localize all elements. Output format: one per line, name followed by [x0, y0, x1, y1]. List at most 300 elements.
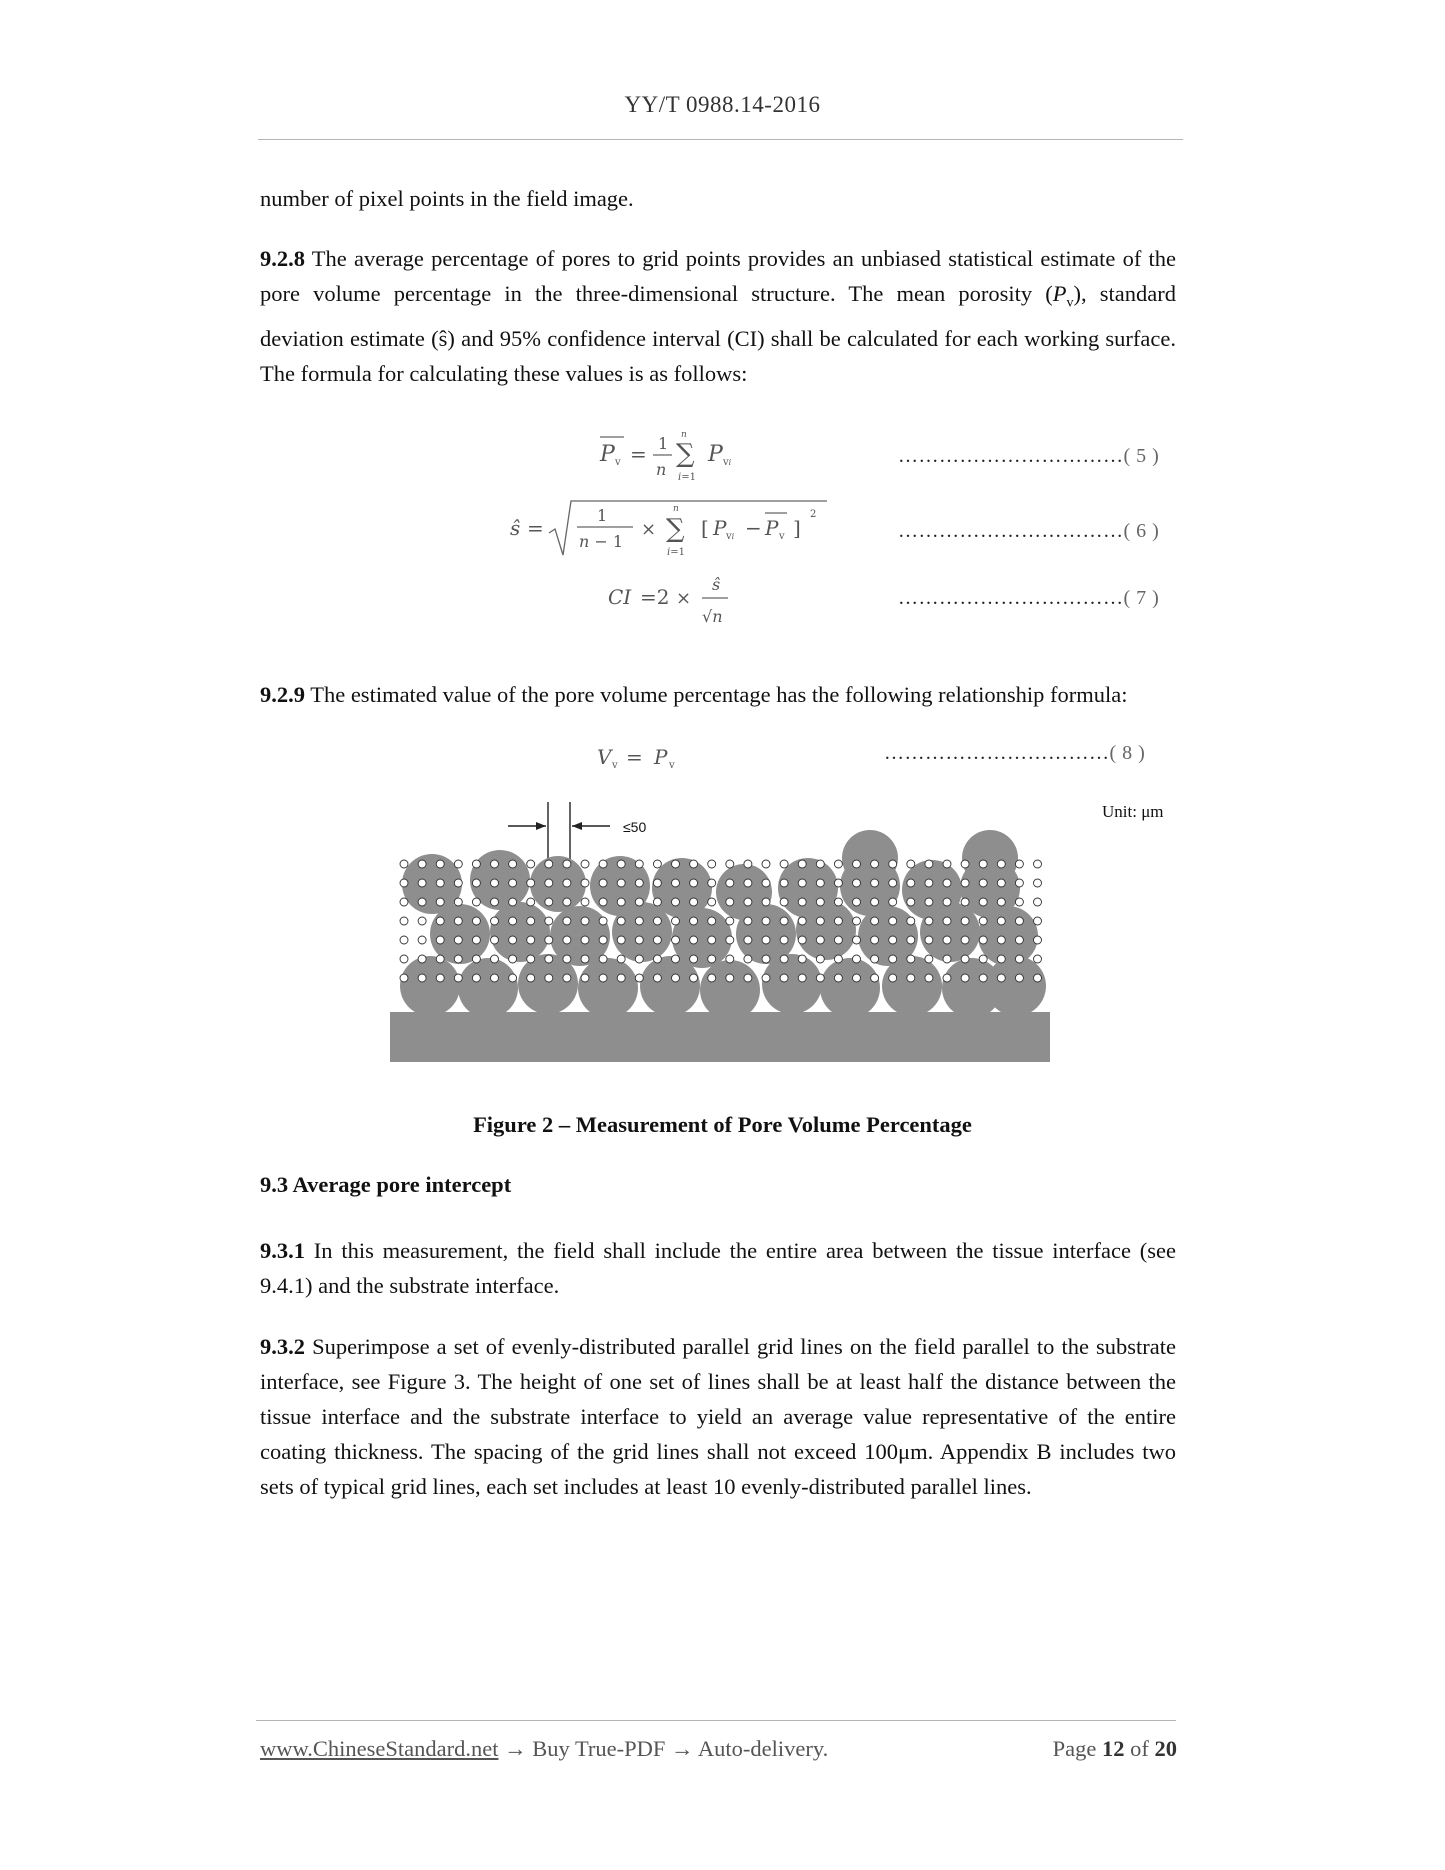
- svg-text:×: ×: [676, 588, 692, 609]
- grid-point: [762, 955, 770, 963]
- grid-point: [871, 898, 879, 906]
- grid-point: [889, 860, 897, 868]
- grid-point: [816, 936, 824, 944]
- dimension-label: ≤50: [623, 819, 647, 835]
- grid-point: [400, 974, 408, 982]
- grid-point: [581, 974, 589, 982]
- grid-point: [762, 879, 770, 887]
- grid-point: [708, 955, 716, 963]
- grid-point: [726, 917, 734, 925]
- grid-point: [907, 860, 915, 868]
- grid-point: [545, 898, 553, 906]
- grid-point: [834, 879, 842, 887]
- grid-point: [599, 936, 607, 944]
- grid-point: [943, 917, 951, 925]
- grid-point: [509, 974, 517, 982]
- grid-point: [762, 974, 770, 982]
- grid-point: [545, 974, 553, 982]
- grid-point: [889, 974, 897, 982]
- grid-point: [816, 955, 824, 963]
- grid-point: [997, 917, 1005, 925]
- grid-point: [925, 879, 933, 887]
- grid-point: [635, 936, 643, 944]
- grid-point: [834, 917, 842, 925]
- grid-point: [780, 917, 788, 925]
- grid-point: [635, 974, 643, 982]
- grid-point: [1015, 955, 1023, 963]
- grid-point: [708, 898, 716, 906]
- grid-point: [491, 974, 499, 982]
- grid-point: [454, 879, 462, 887]
- grid-point: [509, 898, 517, 906]
- grid-point: [581, 879, 589, 887]
- grid-point: [925, 917, 933, 925]
- grid-point: [509, 917, 517, 925]
- grid-point: [436, 917, 444, 925]
- grid-point: [834, 974, 842, 982]
- svg-text:=: =: [527, 516, 544, 540]
- grid-point: [925, 955, 933, 963]
- grid-point: [635, 879, 643, 887]
- grid-point: [997, 860, 1005, 868]
- svg-text:vi: vi: [723, 457, 732, 468]
- grid-point: [925, 860, 933, 868]
- grid-point: [708, 879, 716, 887]
- grid-point: [672, 955, 680, 963]
- grid-point: [961, 955, 969, 963]
- document-header: YY/T 0988.14-2016: [624, 92, 821, 117]
- grid-point: [418, 898, 426, 906]
- grid-point: [961, 898, 969, 906]
- svg-text:n: n: [656, 460, 667, 479]
- grid-point: [635, 955, 643, 963]
- grid-point: [816, 860, 824, 868]
- grid-point: [690, 974, 698, 982]
- grid-point: [653, 955, 661, 963]
- svg-text:P: P: [765, 516, 779, 540]
- grid-point: [599, 879, 607, 887]
- paragraph-9-3-2: 9.3.2 Superimpose a set of evenly-distributed parallel grid lines on the field parallel to the substrate interface, see Figure 3. The height of one set of lines shall be at least half the distance between the tissue interface and the substrate interface to yield an average value representative of the entire coating thickness. The spacing of the grid lines shall not exceed 100μm. Appendix B includes two sets of typical grid lines, each set includes at least 10 evenly-distributed parallel lines.: [260, 1334, 1176, 1499]
- grid-point: [400, 898, 408, 906]
- grid-point: [491, 860, 499, 868]
- grid-point: [853, 974, 861, 982]
- svg-text:∑: ∑: [676, 439, 695, 469]
- grid-point: [1015, 898, 1023, 906]
- grid-point: [690, 879, 698, 887]
- clause-number: 9.2.8: [260, 246, 305, 271]
- grid-point: [744, 898, 752, 906]
- equation-6-number: ……………………………( 6 ): [898, 520, 1160, 542]
- coating-particles: [400, 830, 1046, 1020]
- grid-point: [418, 955, 426, 963]
- grid-point: [979, 898, 987, 906]
- paragraph-9-3-1: 9.3.1 In this measurement, the field shall include the entire area between the tissue interface (see 9.4.1) and the substrate interface.: [260, 1238, 1176, 1298]
- grid-point: [979, 879, 987, 887]
- grid-point: [581, 955, 589, 963]
- grid-point: [979, 955, 987, 963]
- grid-point: [545, 936, 553, 944]
- grid-point: [853, 879, 861, 887]
- grid-point: [1015, 860, 1023, 868]
- svg-text:=: =: [626, 745, 643, 769]
- grid-point: [672, 917, 680, 925]
- equation-8-number: ……………………………( 8 ): [884, 742, 1146, 764]
- grid-point: [527, 898, 535, 906]
- grid-point: [400, 860, 408, 868]
- grid-point: [418, 860, 426, 868]
- grid-point: [961, 917, 969, 925]
- svg-text:n: n: [673, 504, 679, 514]
- grid-point: [1034, 898, 1042, 906]
- grid-point: [617, 955, 625, 963]
- grid-point: [690, 936, 698, 944]
- grid-point: [617, 898, 625, 906]
- substrate: [390, 1012, 1050, 1062]
- grid-point: [1034, 860, 1042, 868]
- grid-point: [527, 860, 535, 868]
- grid-point: [454, 898, 462, 906]
- grid-point: [1034, 936, 1042, 944]
- grid-point: [871, 936, 879, 944]
- grid-point: [436, 955, 444, 963]
- grid-point: [798, 898, 806, 906]
- grid-point: [816, 974, 824, 982]
- grid-point: [690, 860, 698, 868]
- grid-point: [454, 936, 462, 944]
- grid-point: [491, 879, 499, 887]
- grid-point: [744, 879, 752, 887]
- intro-fragment: number of pixel points in the field image.: [260, 186, 634, 211]
- svg-text:CI: CI: [608, 585, 632, 609]
- grid-point: [472, 955, 480, 963]
- grid-point: [653, 917, 661, 925]
- website-link[interactable]: www.ChineseStandard.net: [260, 1736, 499, 1761]
- grid-point: [997, 955, 1005, 963]
- grid-point: [708, 974, 716, 982]
- grid-point: [581, 860, 589, 868]
- grid-point: [527, 974, 535, 982]
- grid-point: [545, 860, 553, 868]
- grid-point: [744, 974, 752, 982]
- figure-unit-label: Unit: μm: [1102, 802, 1164, 821]
- grid-point: [871, 879, 879, 887]
- equation-8-formula: [592, 736, 712, 776]
- svg-text:v: v: [779, 531, 785, 542]
- grid-point: [563, 860, 571, 868]
- grid-point: [798, 936, 806, 944]
- grid-point: [889, 917, 897, 925]
- grid-point: [472, 879, 480, 887]
- grid-point: [509, 879, 517, 887]
- grid-point: [907, 898, 915, 906]
- svg-text:ŝ: ŝ: [712, 575, 721, 594]
- grid-point: [454, 955, 462, 963]
- grid-point: [744, 860, 752, 868]
- grid-point: [798, 879, 806, 887]
- grid-point: [617, 879, 625, 887]
- grid-point: [834, 955, 842, 963]
- grid-point: [635, 898, 643, 906]
- svg-text:]: ]: [793, 516, 801, 540]
- grid-point: [581, 898, 589, 906]
- grid-point: [472, 974, 480, 982]
- grid-point: [436, 974, 444, 982]
- grid-point: [943, 936, 951, 944]
- grid-point: [798, 860, 806, 868]
- grid-point: [780, 936, 788, 944]
- grid-point: [563, 936, 571, 944]
- svg-text:1: 1: [597, 506, 608, 525]
- grid-point: [762, 936, 770, 944]
- grid-point: [726, 860, 734, 868]
- grid-point: [672, 936, 680, 944]
- grid-point: [653, 860, 661, 868]
- grid-point: [780, 860, 788, 868]
- grid-point: [961, 879, 969, 887]
- grid-point: [943, 860, 951, 868]
- svg-text:n − 1: n − 1: [579, 532, 624, 551]
- grid-point: [690, 898, 698, 906]
- grid-point: [762, 917, 770, 925]
- equation-7-formula: [598, 568, 758, 640]
- grid-point: [527, 917, 535, 925]
- svg-text:2: 2: [810, 509, 817, 520]
- grid-point: [1015, 974, 1023, 982]
- grid-point: [436, 936, 444, 944]
- grid-point: [617, 974, 625, 982]
- svg-text:=2: =2: [640, 585, 670, 609]
- grid-point: [744, 917, 752, 925]
- grid-point: [834, 898, 842, 906]
- grid-point: [726, 936, 734, 944]
- grid-point: [997, 974, 1005, 982]
- grid-point: [997, 879, 1005, 887]
- grid-point: [653, 898, 661, 906]
- svg-text:V: V: [597, 745, 612, 769]
- total-pages: 20: [1154, 1736, 1177, 1761]
- grid-point: [563, 898, 571, 906]
- clause-number: 9.3.2: [260, 1334, 305, 1359]
- grid-point: [454, 860, 462, 868]
- grid-point: [979, 917, 987, 925]
- svg-text:P: P: [708, 442, 723, 467]
- grid-point: [472, 860, 480, 868]
- grid-point: [563, 917, 571, 925]
- svg-text:v: v: [615, 457, 621, 468]
- grid-point: [979, 974, 987, 982]
- grid-point: [961, 860, 969, 868]
- svg-text:P: P: [654, 745, 668, 769]
- grid-point: [907, 879, 915, 887]
- equation-7-number: ……………………………( 7 ): [898, 587, 1160, 609]
- grid-point: [816, 917, 824, 925]
- grid-point: [907, 917, 915, 925]
- grid-point: [436, 879, 444, 887]
- grid-point: [871, 955, 879, 963]
- grid-point: [925, 936, 933, 944]
- svg-text:=: =: [630, 442, 647, 466]
- grid-point: [1015, 879, 1023, 887]
- grid-point: [418, 974, 426, 982]
- equation-5-formula: [580, 425, 780, 495]
- grid-point: [599, 898, 607, 906]
- grid-point: [979, 860, 987, 868]
- grid-point: [943, 879, 951, 887]
- svg-text:v: v: [669, 760, 675, 771]
- grid-point: [943, 898, 951, 906]
- grid-point: [925, 974, 933, 982]
- svg-text:∑: ∑: [666, 514, 685, 544]
- grid-point: [798, 955, 806, 963]
- grid-point: [907, 974, 915, 982]
- grid-point: [400, 917, 408, 925]
- grid-point: [472, 898, 480, 906]
- grid-point: [635, 917, 643, 925]
- grid-point: [599, 917, 607, 925]
- grid-point: [871, 860, 879, 868]
- grid-point: [762, 860, 770, 868]
- grid-point: [581, 936, 589, 944]
- grid-point: [907, 936, 915, 944]
- svg-text:i=1: i=1: [678, 472, 696, 483]
- grid-point: [708, 860, 716, 868]
- grid-point: [527, 936, 535, 944]
- page-indicator: Page 12 of 20: [1052, 1736, 1177, 1761]
- grid-point: [563, 879, 571, 887]
- grid-point: [436, 898, 444, 906]
- grid-point: [418, 936, 426, 944]
- header-rule: [258, 139, 1183, 140]
- grid-point: [400, 955, 408, 963]
- grid-point: [798, 917, 806, 925]
- svg-text:×: ×: [641, 519, 657, 540]
- footer-promo: www.ChineseStandard.net → Buy True-PDF → Auto-delivery.: [260, 1736, 829, 1761]
- grid-point: [943, 955, 951, 963]
- grid-point: [690, 955, 698, 963]
- grid-point: [889, 936, 897, 944]
- grid-point: [979, 936, 987, 944]
- grid-point: [943, 974, 951, 982]
- svg-text:v: v: [612, 760, 618, 771]
- grid-point: [672, 898, 680, 906]
- grid-point: [672, 974, 680, 982]
- grid-point: [491, 955, 499, 963]
- grid-point: [726, 974, 734, 982]
- grid-point: [418, 879, 426, 887]
- section-heading-9-3: 9.3 Average pore intercept: [260, 1172, 512, 1197]
- grid-point: [1015, 917, 1023, 925]
- svg-text:−: −: [745, 516, 762, 540]
- grid-point: [853, 917, 861, 925]
- grid-point: [635, 860, 643, 868]
- svg-text:ŝ: ŝ: [510, 516, 521, 540]
- dimension-marker: [508, 802, 646, 860]
- grid-point: [545, 955, 553, 963]
- svg-text:i=1: i=1: [667, 547, 685, 558]
- grid-point: [816, 898, 824, 906]
- grid-point: [798, 974, 806, 982]
- grid-point: [690, 917, 698, 925]
- svg-text:[: [: [701, 516, 709, 540]
- grid-point: [744, 955, 752, 963]
- page-number: 12: [1102, 1736, 1125, 1761]
- grid-point: [617, 936, 625, 944]
- grid-point: [472, 936, 480, 944]
- grid-point: [653, 974, 661, 982]
- grid-point: [889, 955, 897, 963]
- svg-text:P: P: [713, 516, 727, 540]
- grid-point: [527, 955, 535, 963]
- equation-5-number: ……………………………( 5 ): [898, 445, 1160, 467]
- grid-point: [491, 936, 499, 944]
- grid-point: [780, 955, 788, 963]
- grid-point: [853, 955, 861, 963]
- grid-point: [1034, 879, 1042, 887]
- grid-point: [527, 879, 535, 887]
- grid-point: [726, 955, 734, 963]
- grid-point: [1034, 974, 1042, 982]
- svg-text:P: P: [600, 442, 615, 467]
- grid-point: [454, 974, 462, 982]
- grid-point: [925, 898, 933, 906]
- clause-number: 9.2.9: [260, 682, 305, 707]
- grid-point: [762, 898, 770, 906]
- grid-point: [853, 860, 861, 868]
- grid-point: [997, 936, 1005, 944]
- grid-point: [834, 860, 842, 868]
- grid-point: [871, 974, 879, 982]
- grid-point: [509, 955, 517, 963]
- grid-point: [780, 898, 788, 906]
- grid-point: [653, 936, 661, 944]
- figure-2-diagram: [380, 796, 1060, 1066]
- grid-point: [871, 917, 879, 925]
- footer-rule: [256, 1720, 1176, 1721]
- grid-point: [1015, 936, 1023, 944]
- grid-point: [961, 936, 969, 944]
- grid-point: [491, 898, 499, 906]
- grid-point: [708, 936, 716, 944]
- grid-point: [472, 917, 480, 925]
- grid-point: [563, 974, 571, 982]
- clause-number: 9.3.1: [260, 1238, 305, 1263]
- grid-point: [599, 860, 607, 868]
- svg-text:1: 1: [658, 434, 669, 453]
- grid-point: [889, 898, 897, 906]
- grid-point: [617, 860, 625, 868]
- grid-point: [816, 879, 824, 887]
- grid-point: [726, 898, 734, 906]
- grid-point: [780, 879, 788, 887]
- svg-text:vi: vi: [726, 531, 735, 542]
- grid-point: [509, 936, 517, 944]
- grid-point: [744, 936, 752, 944]
- grid-point: [672, 860, 680, 868]
- grid-point: [1034, 955, 1042, 963]
- grid-point: [599, 974, 607, 982]
- grid-point: [599, 955, 607, 963]
- grid-point: [834, 936, 842, 944]
- grid-point: [672, 879, 680, 887]
- grid-point: [563, 955, 571, 963]
- figure-caption: Figure 2 – Measurement of Pore Volume Percentage: [473, 1112, 972, 1137]
- grid-point: [961, 974, 969, 982]
- grid-point: [617, 917, 625, 925]
- grid-point: [889, 879, 897, 887]
- grid-point: [708, 917, 716, 925]
- paragraph-9-2-9: 9.2.9 The estimated value of the pore volume percentage has the following relationship formula:: [260, 682, 1128, 707]
- grid-point: [1034, 917, 1042, 925]
